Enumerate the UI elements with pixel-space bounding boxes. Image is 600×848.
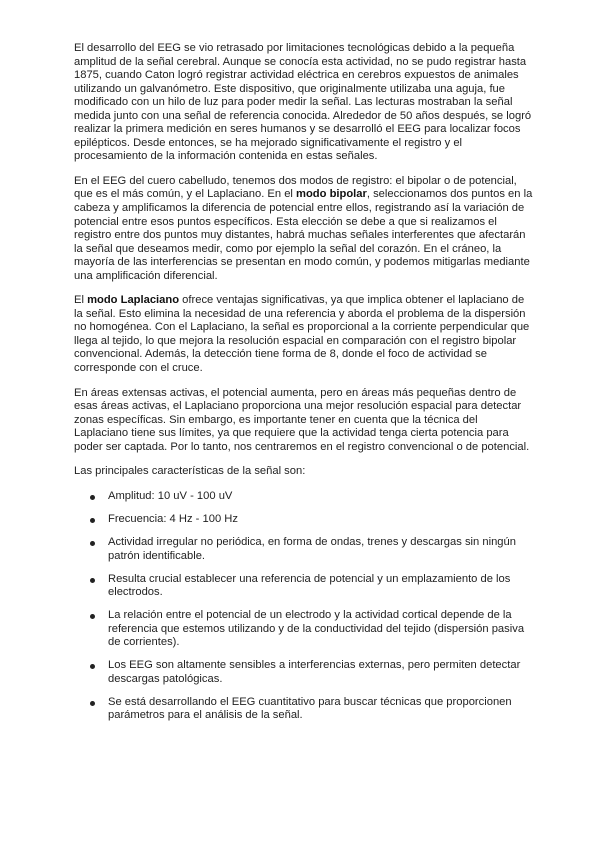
list-item	[74, 573, 534, 600]
paragraph-laplacian-body: ofrece ventajas significativas, ya que implica obtener el laplaciano de la señal. Esto elimina la necesidad de una referencia y aborda el problema de la dispersión no homogénea. Con el Laplaciano, la señal es proporcional a la corriente perpendicular que llega al tejido, lo que mejora la resolución espacial en comparación con el registro bipolar convencional. Además, la detección tiene forma de 8, donde el foco de actividad se corresponde con el cruce.	[74, 294, 530, 375]
paragraph-history: El desarrollo del EEG se vio retrasado por limitaciones tecnológicas debido a la pequeña amplitud de la señal cerebral. Aunque se conocía esta actividad, no se pudo registrar hasta 1875, cuando Caton logró registrar actividad eléctrica en cerebros expuestos de animales utilizando un galvanómetro. Este dispositivo, que originalmente utilizaba una aguja, fue modificado con un hilo de luz para poder medir la señal. Las lecturas mostraban la señal medida junto con una señal de referencia conocida. Alrededor de 50 años después, se logró realizar la primera medición en seres humanos y se desarrolló el EEG para localizar focos epilépticos. Desde entonces, se ha mejorado significativamente el registro y el procesamiento de la información contenida en estas señales.	[74, 42, 532, 163]
paragraph-characteristics-intro: Las principales características de la señal son:	[74, 465, 306, 478]
list-item-text: Resulta crucial establecer una referencia de potencial y un emplazamiento de los electrodos.	[108, 572, 511, 599]
bullet-icon	[90, 614, 95, 619]
paragraph-laplacian-intro: El	[74, 294, 88, 307]
bullet-icon	[90, 701, 95, 706]
list-item	[74, 513, 534, 527]
paragraph-laplacian	[74, 294, 534, 375]
characteristics-list	[74, 490, 534, 723]
list-item	[74, 609, 534, 650]
document-page	[74, 42, 534, 732]
bullet-icon	[90, 541, 95, 546]
paragraph-bipolar	[74, 175, 534, 283]
bullet-icon	[90, 578, 95, 583]
list-item-text: Amplitud: 10 uV - 100 uV	[108, 489, 233, 502]
bullet-icon	[90, 495, 95, 500]
bullet-icon	[90, 518, 95, 523]
paragraph-bipolar-body: , seleccionamos dos puntos en la cabeza y amplificamos la diferencia de potencial entre ellos, registrando así la variación de potencial entre esos puntos específicos. Esta elección se debe a que si realizamos el registro entre dos puntos muy distantes, habrá muchas señales interferentes que afectarán la señal que deseamos medir, como por ejemplo la señal del corazón. En el cráneo, la mayoría de las interferencias se presentan en modo común, y podemos mitigarlas mediante una amplificación diferencial.	[74, 188, 533, 282]
term-laplacian-mode: modo Laplaciano	[87, 294, 180, 307]
list-item	[74, 659, 534, 686]
list-item	[74, 536, 534, 563]
term-bipolar-mode: modo bipolar	[296, 188, 367, 201]
paragraph-active-areas: En áreas extensas activas, el potencial aumenta, pero en áreas más pequeñas dentro de esas áreas activas, el Laplaciano proporciona una mejor resolución espacial para detectar zonas específicas. Sin embargo, es importante tener en cuenta que la técnica del Laplaciano tiene sus límites, ya que requiere que la actividad tenga cierta potencia para poder ser captada. Por lo tanto, nos centraremos en el registro convencional o de potencial.	[74, 386, 530, 453]
paragraph-bipolar-intro: En el EEG del cuero cabelludo, tenemos dos modos de registro: el bipolar o de potencial, que es el más común, y el Laplaciano. En el	[74, 174, 517, 201]
list-item	[74, 490, 534, 504]
list-item-text: Actividad irregular no periódica, en forma de ondas, trenes y descargas sin ningún patrón identificable.	[108, 535, 516, 562]
list-item-text: Se está desarrollando el EEG cuantitativo para buscar técnicas que proporcionen parámetros para el análisis de la señal.	[108, 695, 512, 722]
bullet-icon	[90, 664, 95, 669]
list-item-text: La relación entre el potencial de un electrodo y la actividad cortical depende de la referencia que estemos utilizando y de la conductividad del tejido (dispersión pasiva de corrientes).	[108, 609, 525, 649]
list-item-text: Los EEG son altamente sensibles a interferencias externas, pero permiten detectar descargas patológicas.	[108, 659, 521, 685]
list-item	[74, 696, 534, 723]
list-item-text: Frecuencia: 4 Hz - 100 Hz	[108, 512, 238, 525]
